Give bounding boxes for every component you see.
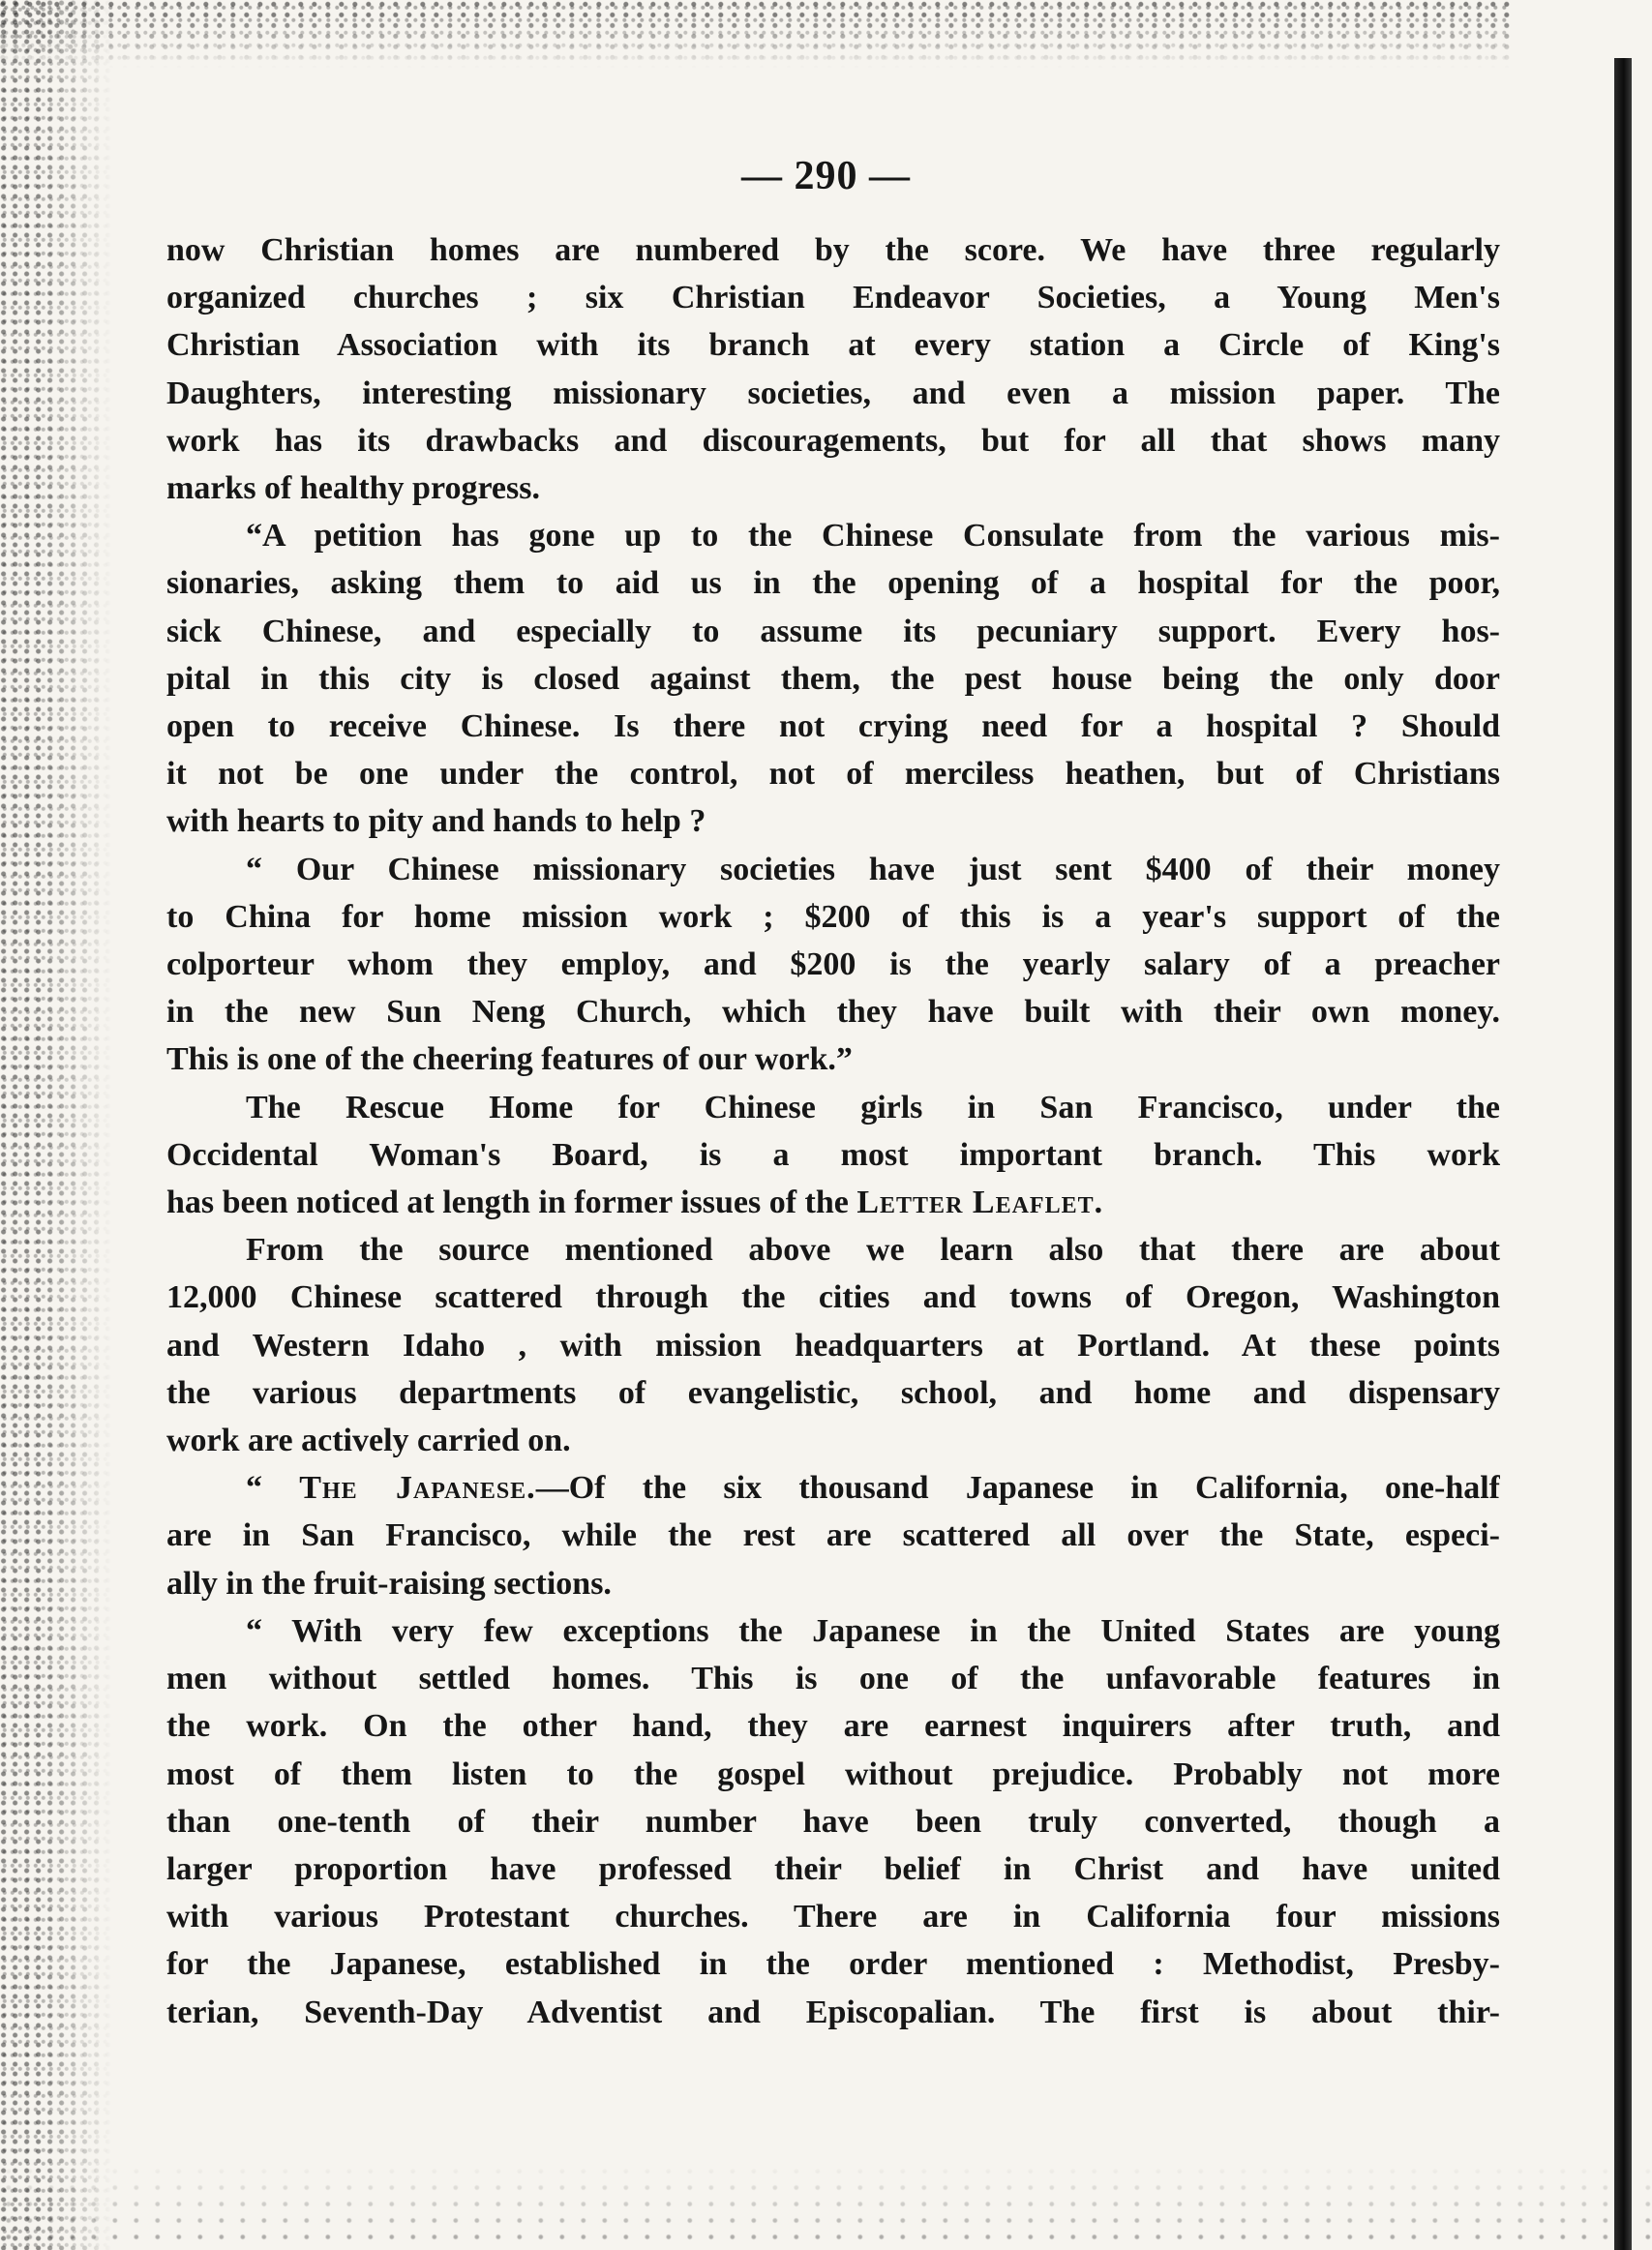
text-line bbox=[166, 1512, 1500, 1559]
text-line bbox=[166, 1322, 1500, 1369]
text-line bbox=[166, 1940, 1500, 1988]
text-line bbox=[166, 1131, 1500, 1179]
text-line bbox=[166, 1798, 1500, 1845]
text-line bbox=[166, 1893, 1500, 1940]
text-line bbox=[166, 1702, 1500, 1750]
small-caps-heading: The Japanese. bbox=[299, 1470, 536, 1507]
text-line bbox=[166, 1607, 1500, 1655]
line-text: This is one of the cheering features of our work.” bbox=[166, 1041, 853, 1078]
text-line bbox=[166, 1560, 1500, 1607]
scan-noise-bottom bbox=[0, 2163, 1652, 2250]
line-text: are in San Francisco, while the rest are scattered all over the State, especi- bbox=[166, 1517, 1500, 1554]
line-text: with various Protestant churches. There are in California four missions bbox=[166, 1899, 1500, 1935]
line-text: than one-tenth of their number have been truly converted, though a bbox=[166, 1803, 1500, 1840]
text-line bbox=[166, 988, 1500, 1035]
line-text: “A petition has gone up to the Chinese Consulate from the various mis- bbox=[246, 518, 1500, 555]
line-text: men without settled homes. This is one of the unfavorable features in bbox=[166, 1661, 1500, 1697]
text-line bbox=[166, 1179, 1500, 1226]
publication-title: Letter Leaflet. bbox=[856, 1185, 1104, 1221]
line-text: in the new Sun Neng Church, which they have built with their own money. bbox=[166, 994, 1500, 1031]
line-text: sick Chinese, and especially to assume its pecuniary support. Every hos- bbox=[166, 613, 1500, 649]
line-text: Occidental Woman's Board, is a most important branch. This work bbox=[166, 1136, 1500, 1173]
line-text: organized churches ; six Christian Endeavor Societies, a Young Men's bbox=[166, 280, 1500, 316]
text-line bbox=[166, 1845, 1500, 1893]
line-text: From the source mentioned above we learn also that there are about bbox=[246, 1232, 1500, 1269]
scan-noise-left bbox=[0, 0, 111, 2250]
line-text: to China for home mission work ; $200 of this is a year's support of the bbox=[166, 898, 1500, 935]
line-text: “ Our Chinese missionary societies have just sent $400 of their money bbox=[246, 851, 1500, 887]
body-text bbox=[166, 226, 1500, 2036]
page-binding-edge bbox=[1614, 58, 1632, 2250]
text-line bbox=[166, 417, 1500, 465]
line-text: work are actively carried on. bbox=[166, 1423, 571, 1459]
text-line bbox=[166, 1369, 1500, 1417]
line-text: larger proportion have professed their belief in Christ and have united bbox=[166, 1850, 1500, 1887]
line-text: “ With very few exceptions the Japanese in the United States are young bbox=[246, 1612, 1500, 1649]
text-line bbox=[166, 512, 1500, 559]
text-line bbox=[166, 1035, 1500, 1083]
line-text: ally in the fruit-raising sections. bbox=[166, 1565, 612, 1602]
line-text: the various departments of evangelistic, school, and home and dispensary bbox=[166, 1374, 1500, 1411]
text-line bbox=[166, 1226, 1500, 1274]
line-text: the work. On the other hand, they are earnest inquirers after truth, and bbox=[166, 1708, 1500, 1745]
text-line bbox=[166, 274, 1500, 321]
text-line bbox=[166, 797, 1500, 845]
line-text: open to receive Chinese. Is there not crying need for a hospital ? Should bbox=[166, 708, 1500, 745]
page-number: — 290 — bbox=[741, 154, 911, 198]
text-line bbox=[166, 941, 1500, 988]
text-line bbox=[166, 1464, 1500, 1512]
line-text: pital in this city is closed against them, the pest house being the only door bbox=[166, 660, 1500, 697]
text-line bbox=[166, 1989, 1500, 2036]
text-line bbox=[166, 750, 1500, 797]
line-text: colporteur whom they employ, and $200 is the yearly salary of a preacher bbox=[166, 946, 1500, 983]
line-text: and Western Idaho , with mission headquarters at Portland. At these points bbox=[166, 1327, 1500, 1364]
line-text: for the Japanese, established in the order mentioned : Methodist, Presby- bbox=[166, 1946, 1500, 1983]
scan-noise-top bbox=[0, 0, 1510, 68]
line-text: “ bbox=[246, 1470, 300, 1507]
text-line bbox=[166, 703, 1500, 750]
line-text: has been noticed at length in former issues of the bbox=[166, 1185, 857, 1221]
line-text: terian, Seventh-Day Adventist and Episcopalian. The first is about thir- bbox=[166, 1994, 1500, 2030]
text-line bbox=[166, 226, 1500, 274]
line-text: now Christian homes are numbered by the score. We have three regularly bbox=[166, 232, 1500, 268]
text-line bbox=[166, 655, 1500, 703]
line-text: Christian Association with its branch at every station a Circle of King's bbox=[166, 327, 1500, 364]
line-text: The Rescue Home for Chinese girls in San Francisco, under the bbox=[246, 1089, 1500, 1125]
line-text: marks of healthy progress. bbox=[166, 470, 540, 507]
text-line bbox=[166, 465, 1500, 512]
text-line bbox=[166, 1655, 1500, 1702]
text-line bbox=[166, 1417, 1500, 1464]
text-line bbox=[166, 1084, 1500, 1131]
line-text: 12,000 Chinese scattered through the cities and towns of Oregon, Washington bbox=[166, 1279, 1500, 1316]
line-text: it not be one under the control, not of merciless heathen, but of Christians bbox=[166, 756, 1500, 793]
text-line bbox=[166, 1751, 1500, 1798]
line-text: Daughters, interesting missionary societies, and even a mission paper. The bbox=[166, 375, 1500, 411]
line-text: most of them listen to the gospel without prejudice. Probably not more bbox=[166, 1755, 1500, 1792]
text-line bbox=[166, 1274, 1500, 1321]
text-line bbox=[166, 321, 1500, 369]
text-line bbox=[166, 370, 1500, 417]
line-text-tail: —Of the six thousand Japanese in California, one-half bbox=[535, 1470, 1500, 1507]
line-text: sionaries, asking them to aid us in the opening of a hospital for the poor, bbox=[166, 565, 1500, 602]
text-line bbox=[166, 559, 1500, 607]
text-line bbox=[166, 893, 1500, 941]
text-line bbox=[166, 608, 1500, 655]
text-line bbox=[166, 846, 1500, 893]
line-text: with hearts to pity and hands to help ? bbox=[166, 803, 706, 840]
line-text: work has its drawbacks and discouragements, but for all that shows many bbox=[166, 422, 1500, 459]
